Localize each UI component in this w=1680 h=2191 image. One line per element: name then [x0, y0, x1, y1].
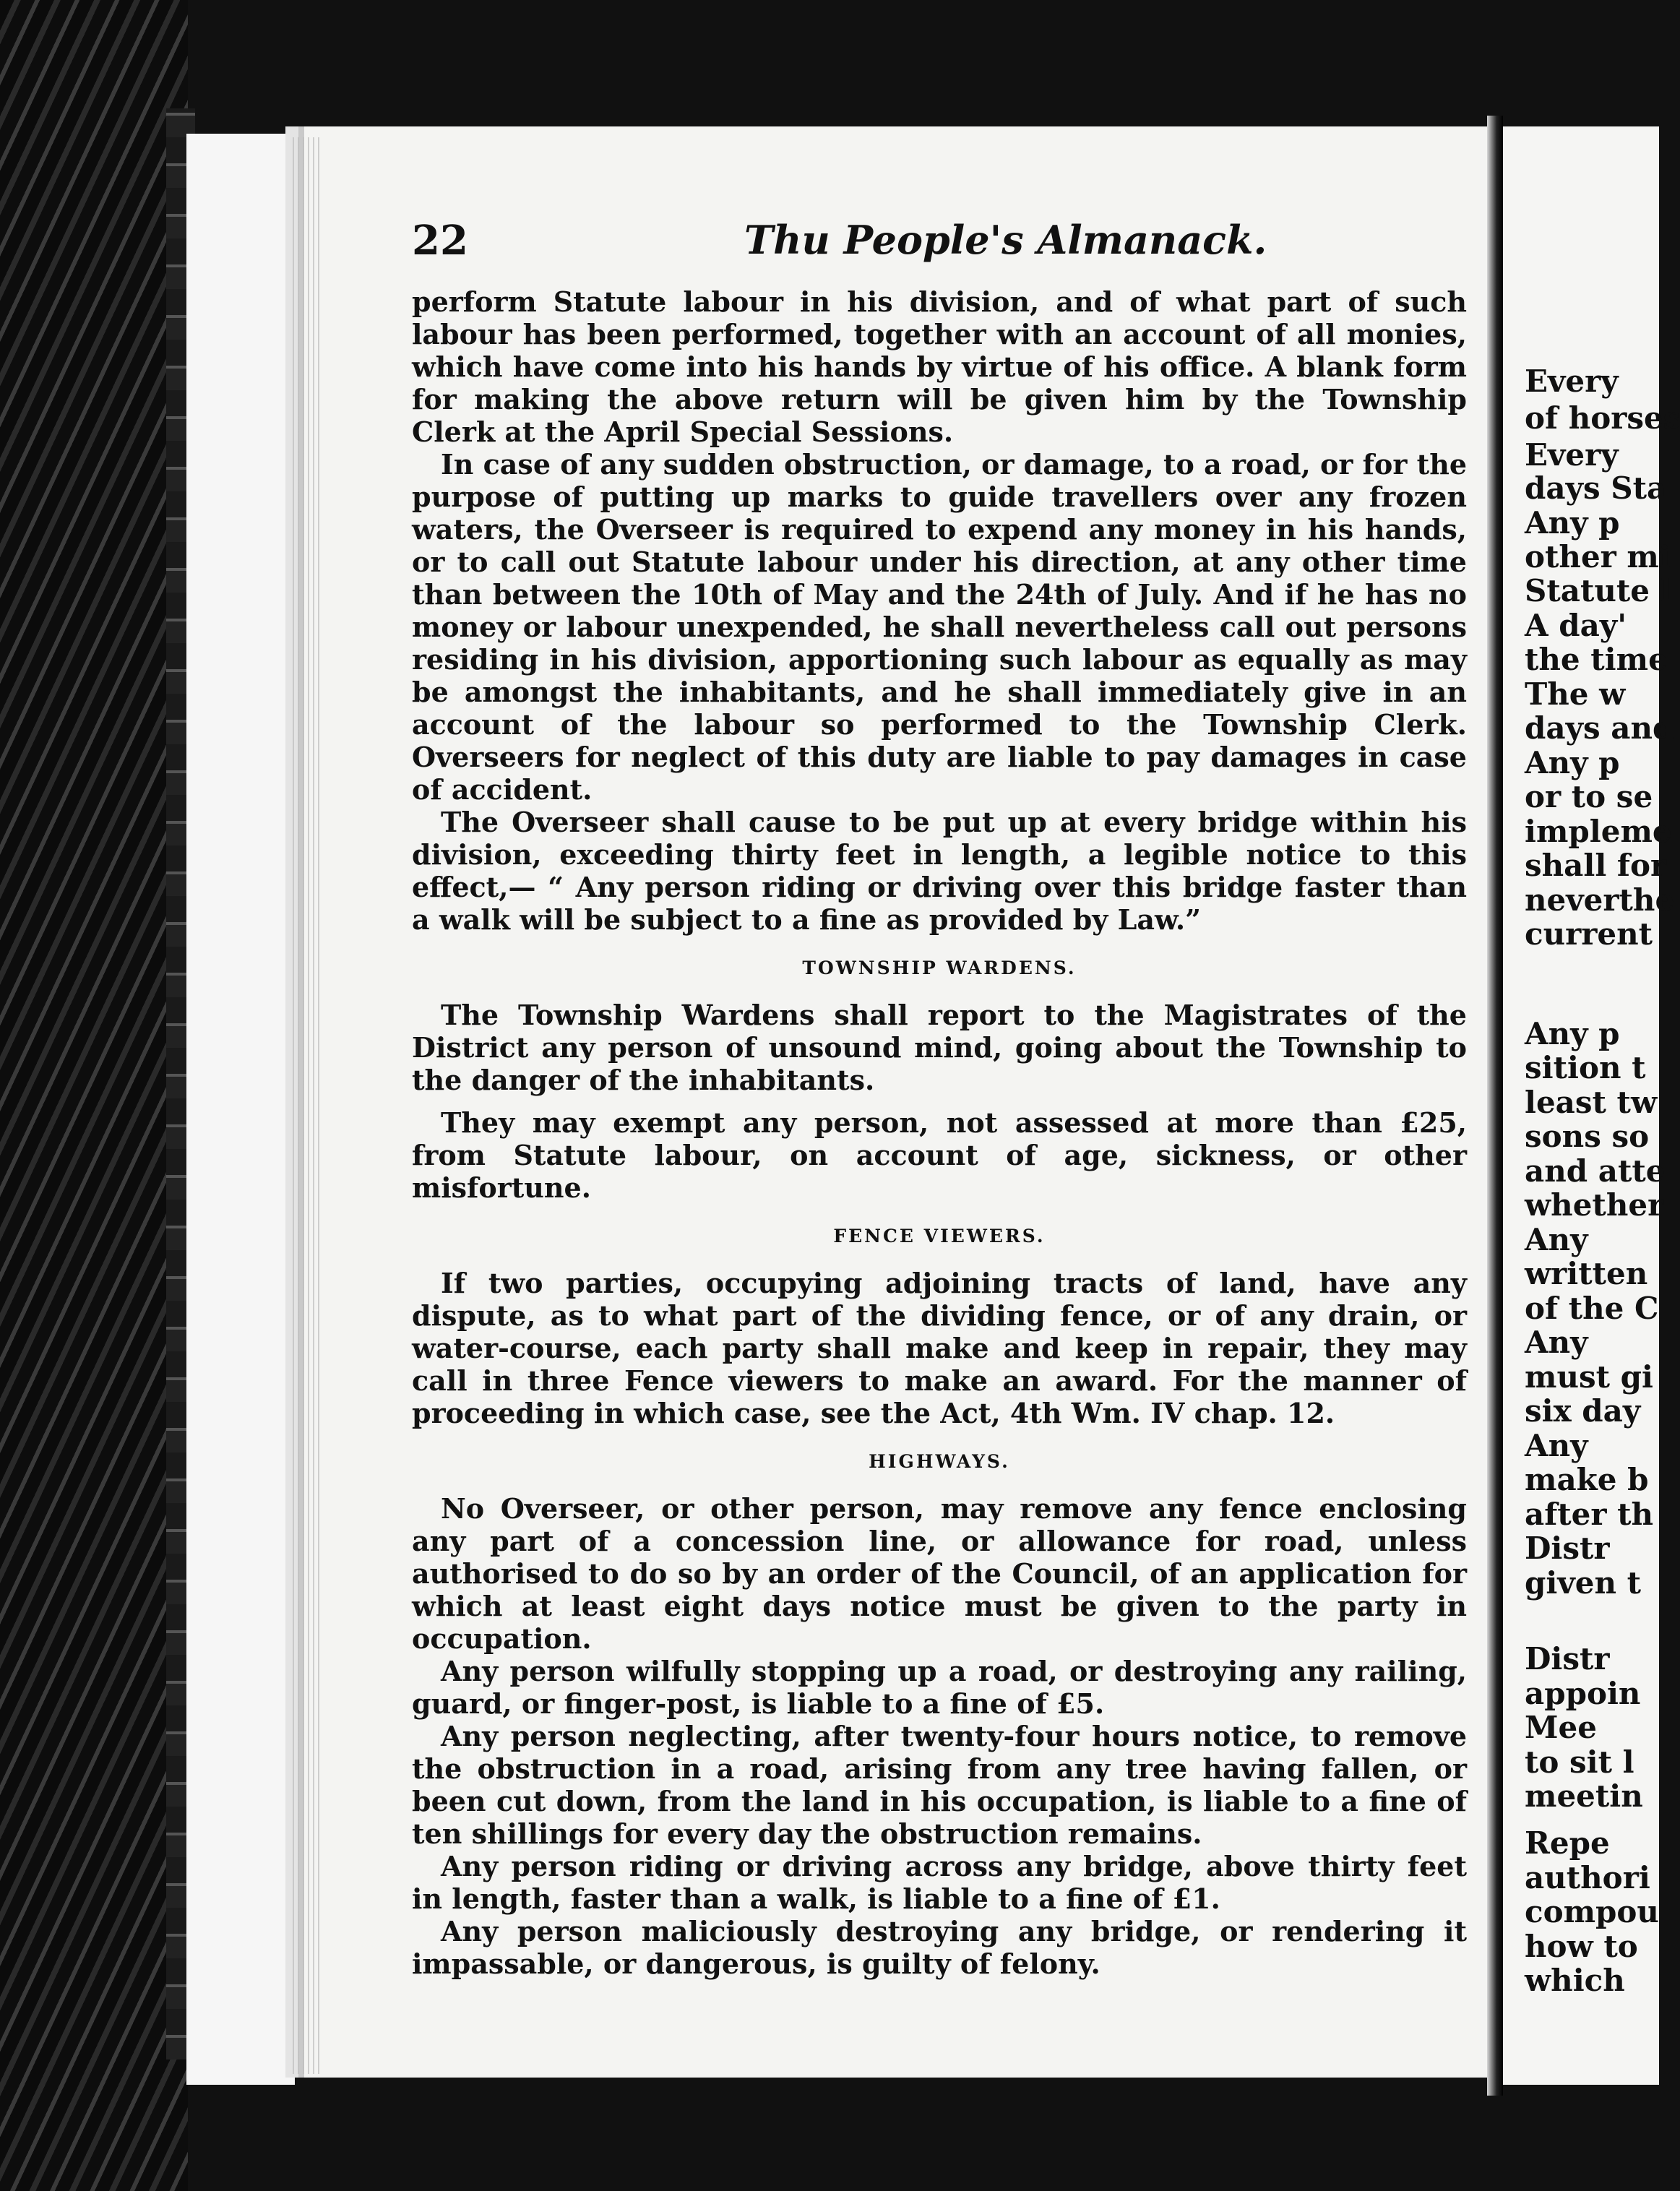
- next-page-line: meetin: [1525, 1778, 1643, 1814]
- running-title: Thu People's Almanack.: [744, 217, 1267, 263]
- next-page-line: given t: [1525, 1565, 1642, 1601]
- next-page-line: Any p: [1525, 1016, 1620, 1051]
- next-page-line: written: [1525, 1256, 1648, 1291]
- next-page-line: Any: [1525, 1222, 1588, 1257]
- paragraph: Any person neglecting, after twenty-four hours notice, to remove the obstruction in a road, arising from any tree having fallen, or been cut down, from the land in his occupation, is liable to a fine of ten shillings for every day the obstruction remains.: [412, 1720, 1467, 1850]
- paragraph: In case of any sudden obstruction, or damage, to a road, or for the purpose of putting up marks to guide travellers over any frozen waters, the Overseer is required to expend any money in his hands, or to call out Statute labour under his direction, at any other time than between the 10th of May and the 24th of July. And if he has no money or labour unexpended, he shall nevertheless call out persons residing in his division, apportioning such labour as equally as may be amongst the inhabitants, and he shall immediately give in an account of the labour so performed to the Township Clerk. Overseers for neglect of this duty are liable to pay damages in case of accident.: [412, 448, 1467, 806]
- marbled-binding: [0, 0, 188, 2191]
- next-page-line: of the C: [1525, 1291, 1659, 1326]
- next-page-line: after th: [1525, 1497, 1654, 1532]
- next-page-line: Repe: [1525, 1825, 1610, 1861]
- next-page-line: impleme: [1525, 814, 1672, 849]
- next-page-line: The w: [1525, 676, 1626, 712]
- next-page-line: must gi: [1525, 1359, 1653, 1395]
- next-page-line: current: [1525, 916, 1653, 952]
- next-page-line: and atte: [1525, 1153, 1666, 1189]
- next-page-line: or to se: [1525, 779, 1653, 814]
- next-page-line: to sit l: [1525, 1744, 1634, 1780]
- page-number: 22: [412, 217, 468, 264]
- next-page-line: Distr: [1525, 1641, 1610, 1676]
- next-page-line: days and: [1525, 710, 1674, 746]
- next-page-line: Every: [1525, 437, 1619, 473]
- paragraph: No Overseer, or other person, may remove any fence enclosing any part of a concession line, or allowance for road, unless authorised to do so by an order of the Council, of an application for which at least eight days notice must be given to the party in occupation.: [412, 1492, 1467, 1655]
- next-page-fragment: [1503, 126, 1680, 2085]
- section-heading-highways: HIGHWAYS.: [869, 1451, 1010, 1472]
- next-page-line: Statute l: [1525, 573, 1672, 608]
- next-page-line: compou: [1525, 1894, 1659, 1929]
- next-page-line: appoin: [1525, 1676, 1641, 1711]
- next-page-line: the time: [1525, 642, 1668, 677]
- next-page-line: which: [1525, 1963, 1625, 1998]
- page-edges: [293, 137, 322, 2074]
- paragraph: If two parties, occupying adjoining tracts of land, have any dispute, as to what part of the dividing fence, or of any drain, or water-course, each party shall make and keep in repair, they may call in three Fence viewers to make an award. For the manner of proceeding in which case, see the Act, 4th Wm. IV chap. 12.: [412, 1267, 1467, 1429]
- section-heading-fence-viewers: FENCE VIEWERS.: [833, 1226, 1046, 1247]
- next-page-line: sons so: [1525, 1119, 1650, 1154]
- next-page-line: Mee: [1525, 1710, 1597, 1745]
- paragraph: They may exempt any person, not assessed at more than £25, from Statute labour, on account of age, sickness, or other misfortune.: [412, 1106, 1467, 1204]
- next-page-line: A day': [1525, 608, 1627, 643]
- paragraph: Any person wilfully stopping up a road, or destroying any railing, guard, or finger-post, is liable to a fine of £5.: [412, 1655, 1467, 1720]
- next-page-line: of horses: [1525, 400, 1680, 436]
- paragraph: Any person riding or driving across any bridge, above thirty feet in length, faster than a walk, is liable to a fine of £1.: [412, 1850, 1467, 1915]
- next-page-line: authori: [1525, 1860, 1650, 1895]
- paragraph: The Township Wardens shall report to the Magistrates of the District any person of unsound mind, going about the Township to the danger of the inhabitants.: [412, 999, 1467, 1096]
- next-page-line: sition t: [1525, 1050, 1646, 1085]
- next-page-line: shall for: [1525, 848, 1667, 883]
- next-page-line: neverthe: [1525, 882, 1675, 918]
- next-page-line: Any p: [1525, 745, 1620, 780]
- page-body: [412, 285, 1467, 1980]
- next-page-line: other mi: [1525, 539, 1671, 574]
- next-page-line: Any: [1525, 1325, 1588, 1360]
- next-page-line: make b: [1525, 1462, 1649, 1497]
- next-page-line: Every: [1525, 363, 1619, 399]
- paragraph: perform Statute labour in his division, and of what part of such labour has been performed, together with an account of all monies, which have come into his hands by virtue of his office. A blank form for making the above return will be given him by the Township Clerk at the April Special Sessions.: [412, 285, 1467, 448]
- next-page-line: least tw: [1525, 1085, 1658, 1120]
- paragraph: The Overseer shall cause to be put up at every bridge within his division, exceeding thirty feet in length, a legible notice to this effect,— “ Any person riding or driving over this bridge faster than a walk will be subject to a fine as provided by Law.”: [412, 806, 1467, 936]
- paragraph: Any person maliciously destroying any bridge, or rendering it impassable, or dangerous, is guilty of felony.: [412, 1915, 1467, 1980]
- book-gutter: [1487, 116, 1503, 2096]
- next-page-line: days Sta: [1525, 470, 1667, 506]
- next-page-line: whether: [1525, 1187, 1664, 1223]
- next-page-line: Any p: [1525, 505, 1620, 541]
- next-page-line: how to: [1525, 1929, 1638, 1964]
- next-page-line: Any: [1525, 1428, 1588, 1463]
- next-page-line: Distr: [1525, 1531, 1610, 1566]
- section-heading-wardens: TOWNSHIP WARDENS.: [802, 957, 1077, 978]
- page-header: [412, 217, 1467, 267]
- next-page-line: six day: [1525, 1393, 1641, 1429]
- endpaper: [186, 134, 295, 2085]
